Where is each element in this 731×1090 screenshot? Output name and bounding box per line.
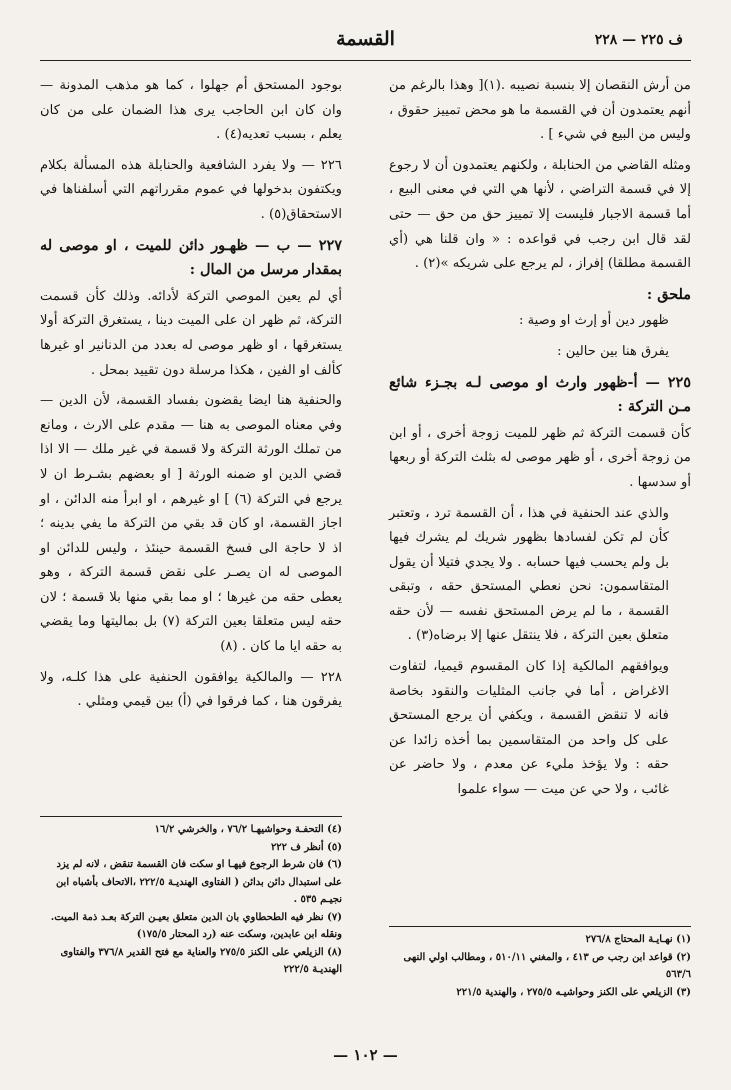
paragraph: ومثله القاضي من الحنابلة ، ولكنهم يعتمدون أن لا رجوع إلا في قسمة التراضي ، لأنها هي التي في معنى البيع ، أما قسمة الاجبار فليست إلا تمييز حق من حق — حتى لقد قال ابن رجب في قواعده : « وان قلنا هي (أي القسمة مطلقا) إفراز ، لم يرجع على شريكه »(٢) .	[389, 157, 691, 272]
footnote: (٦) فان شرط الرجوع فيهـا او سكت فان القسمة تنقض ، لانه لم يزد على استبدال دائن بدائن ( الفتاوى الهنديـة ٢٢٢/٥ ،الاتحاف بأشباه ابن نجيـم ٥٣٥ .	[55, 859, 342, 905]
footnotes-left	[40, 816, 342, 979]
footnote: (٨) الزيلعي على الكنز ٢٧٥/٥ والعناية مع فتح القدير ٣٧٦/٨ والفتاوى الهنديـة ٢٢٢/٥	[60, 946, 342, 975]
paragraph: ظهور دين أو إرث او وصية :	[518, 313, 669, 329]
right-column	[389, 74, 691, 809]
paragraph: أي لم يعين الموصي التركة لأدائه. وذلك كأن قسمت التركة، ثم ظهر ان على الميت دينا ، يستغرق التركة أولا يستغرقها ، او ظهر موصى له بعدد من الدنانير او غيرها كألف او الفين ، هكذا مرسلة دون تقييد بمحل .	[40, 288, 342, 378]
paragraph: يفرق هنا بين حالين :	[557, 343, 669, 359]
left-column	[40, 74, 342, 721]
section-heading: ملحق :	[646, 285, 691, 303]
paragraph: ٢٢٦ — ولا يفرد الشافعية والحنابلة هذه المسألة بكلام ويكتفون بدخولها في عموم مقرراتهم التي أسلفناها في الاستحقاق(٥) .	[40, 157, 342, 222]
section-heading: ٢٢٧ — ب — ظهـور دائن للميت ، او موصى له بمقدار مرسل من المال :	[40, 236, 342, 279]
section-heading: ٢٢٥ — أ-ظهور وارث او موصى لـه بجـزء شائع مـن التركة :	[389, 373, 691, 416]
footnote: (٣) الزيلعي على الكنز وحواشيـه ٢٧٥/٥ ، والهندية ٢٢١/٥	[456, 986, 691, 998]
footnote: (٧) نظر فيه الطحطاوي بان الدين متعلق بعيـن التركة بعـد ذمة الميت. ونقله ابن عابدين، وسكت عنه (رد المحتار ١٧٥/٥)	[50, 911, 342, 940]
footnote: (٥) أنظر ف ٢٢٢	[270, 841, 342, 853]
page-number: — ١٠٢ —	[333, 1046, 398, 1064]
footnote: (٤) التحفـة وحواشيهـا ٧٦/٢ ، والخرشي ١٦/٢	[154, 824, 342, 835]
section-range: ف ٢٢٥ — ٢٢٨	[594, 32, 683, 48]
paragraph: والحنفية هنا ايضا يقضون بفساد القسمة، لأن الدين — وفي معناه الموصى به هنا — مقدم على الارث ، ومانع من تملك الورثة التركة ولا قسمة في غير ملك — الا اذا قضي الدين او ضمنه الورثة [ او بعضهم بشـرط ان لا يرجع في التركة (٦) ] او غيرهم ، او ابرأ منه الدائن ، او اجاز القسمة، او كان قد بقي من التركة ما يفي بدينه ؛ اذ لا حاجة الى فسخ القسمة حينئذ ، وليس للدائن او الموصى له ان يصـر على نقض قسمة التركة ، وهو يعطى حقه من غيرها ؛ او مما بقي منها بلا قسمة ؛ لان حقه ليس متعلقا بعين التركة (٧) بل بماليتها وما يقضي به حقه ايا ما كان . (٨)	[40, 393, 343, 655]
paragraph: والذي عند الحنفية في هذا ، أن القسمة ترد ، وتعتبر كأن لم تكن لفسادها بظهور شريك لم يشرك فيها بل ولم يحسب فيها حسابه . ولا يجدي فتيلا أن يقول المتقاسمون: نحن نعطي المستحق حقه ، وتبقى القسمة ، ما لم يرض المستحق نفسه — لأن حقه متعلق بعين التركة ، فلا ينتقل عنها إلا برضاه(٣) .	[389, 505, 669, 644]
running-title: القسمة	[336, 28, 395, 50]
paragraph: من أرش النقصان إلا بنسبة نصيبه .(١)[ وهذا بالرغم من أنهم يعتمدون أن في القسمة ما هو محض تمييز حقوق ، وليس من البيع في شيء ] .	[389, 78, 691, 143]
footnote: (٢) قواعد ابن رجب ص ٤١٣ ، والمغني ٥١٠/١١ ، ومطالب اولي النهى ٥٦٣/٦	[403, 951, 691, 980]
paragraph: ويوافقهم المالكية إذا كان المقسوم قيميا، لتفاوت الاغراض ، أما في جانب المثليات والنقود بخاصة فانه لا تنقض القسمة ، ويكفي أن يرجع المستحق على كل واحد من المتقاسمين بما أخذه زائدا عن حقه : ولا يؤخذ مليء عن معدم ، ولا حاضر عن غائب ، ولا حي عن ميت — سواء علموا	[389, 659, 669, 798]
footnotes-right	[389, 926, 691, 1001]
paragraph: ٢٢٨ — والمالكية يوافقون الحنفية على هذا كلـه، ولا يفرقون هنا ، كما فرقوا في (أ) بين قيمي ومثلي .	[40, 669, 342, 710]
paragraph: بوجود المستحق أم جهلوا ، كما هو مذهب المدونة — وان كان ابن الحاجب يرى هذا الضمان على من كان يعلم ، بسبب تعديه(٤) .	[40, 78, 342, 143]
page-header	[40, 24, 691, 61]
footnote: (١) نهـايـة المحتاج ٢٧٦/٨	[585, 934, 691, 945]
paragraph: كأن قسمت التركة ثم ظهر للميت زوجة أخرى ، أو ابن من زوجة أخرى ، أو ظهر موصى له بثلث التركة أو ربعها أو سدسها .	[389, 425, 691, 490]
